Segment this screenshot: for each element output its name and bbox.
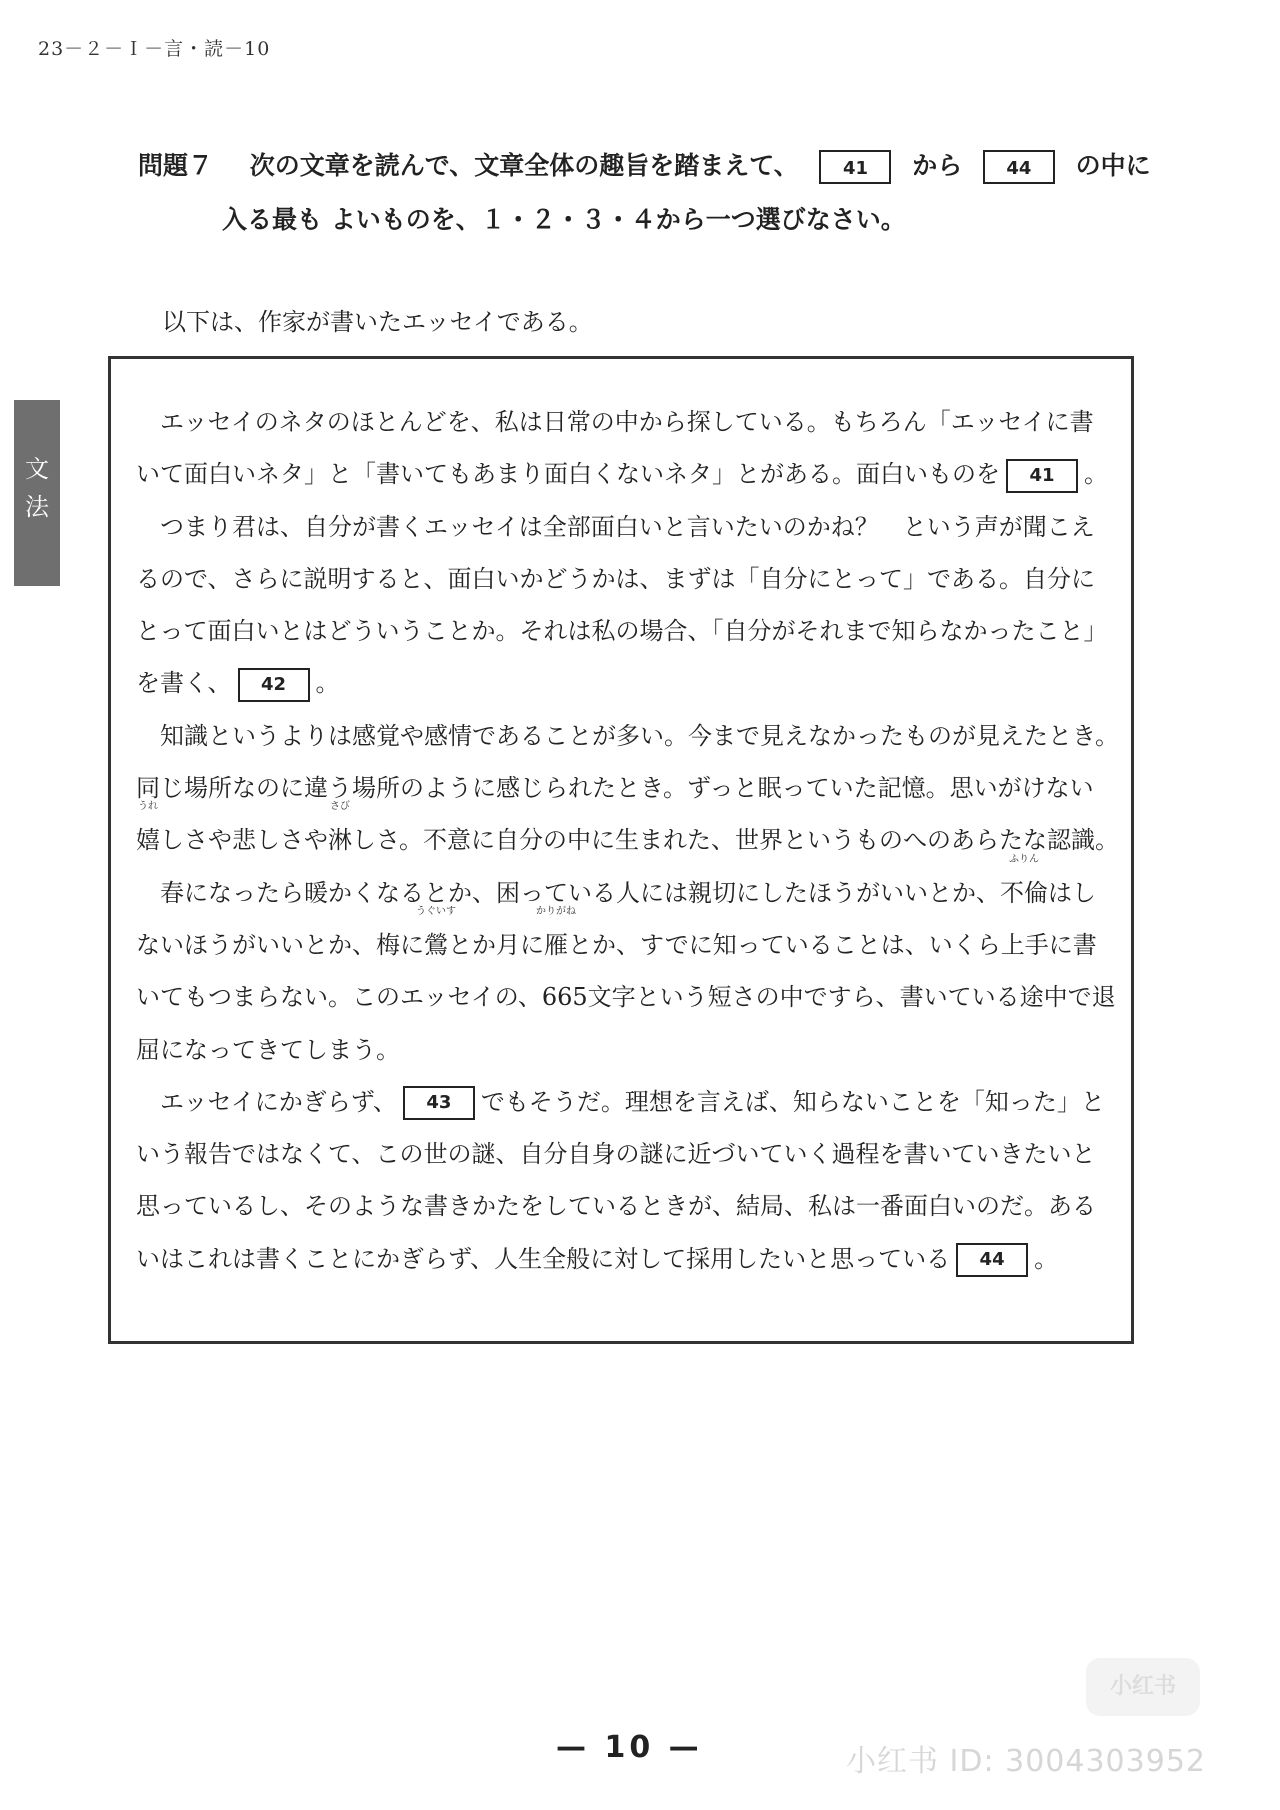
question-label: 問題７	[138, 151, 214, 180]
ruby-word	[416, 905, 456, 971]
blank-44[interactable]: 44	[956, 1243, 1028, 1277]
essay-text: でもそうだ。理想を言えば、知らないことを「知った」と	[480, 1087, 1105, 1116]
essay-text: 春になったら暖かくなるとか、困っている人には親切にしたほうがいいとか、	[160, 878, 1000, 907]
essay-line: とって面白いとはどういうことか。それは私の場合、「自分がそれまで知らなかったこと」	[136, 617, 1108, 646]
ruby-reading: ふりん	[1009, 853, 1039, 865]
essay-line: 同じ場所なのに違う場所のように感じられたとき。ずっと眠っていた記憶。思いがけない	[136, 774, 1094, 803]
essay-line: 思っているし、そのような書きかたをしているときが、結局、私は一番面白いのだ。ある	[136, 1192, 1096, 1221]
essay-text: 。	[1034, 1244, 1059, 1273]
blank-43[interactable]: 43	[403, 1086, 475, 1120]
instruction-text-b: の中に	[1075, 151, 1151, 180]
essay-line	[136, 853, 1116, 919]
ruby-base: 雁	[544, 930, 568, 959]
ruby-reading: さび	[330, 801, 350, 813]
question-instruction-line1	[138, 146, 1151, 184]
ruby-base: 鶯	[424, 930, 448, 959]
ruby-reading: うぐいす	[416, 905, 456, 917]
essay-text: しさや悲しさや	[160, 826, 328, 855]
ruby-base: 淋	[328, 826, 352, 855]
essay-line	[136, 801, 1120, 866]
essay-line: いう報告ではなくて、この世の謎、自分自身の謎に近づいていく過程を書いていきたいと	[136, 1140, 1096, 1169]
essay-line: 知識というよりは感覚や感情であることが多い。今まで見えなかったものが見えたとき。	[160, 721, 1120, 750]
ruby-reading: かりがね	[536, 905, 576, 917]
page-number: — 10 —	[556, 1730, 703, 1765]
essay-text: はし	[1048, 878, 1096, 907]
watermark-id: 小红书 ID: 3004303952	[846, 1744, 1206, 1779]
passage-intro: 以下は、作家が書いたエッセイである。	[162, 308, 593, 336]
essay-text: しさ。不意に自分の中に生まれた、世界というものへのあらたな認識。	[352, 826, 1120, 855]
essay-line	[136, 1076, 1116, 1128]
essay-line	[136, 657, 1116, 709]
essay-line	[136, 448, 1116, 500]
essay-text: ないほうがいいとか、梅に	[136, 930, 424, 959]
section-tab-char2: 法	[25, 493, 49, 521]
blank-42[interactable]: 42	[238, 668, 310, 702]
ruby-word	[328, 801, 352, 866]
essay-text: エッセイにかぎらず、	[160, 1087, 397, 1116]
essay-text: とか、すでに知っていることは、いくら上手に書	[568, 930, 1097, 959]
range-end-box: 44	[983, 150, 1055, 184]
question-instruction-line2: 入る最も よいものを、１・２・３・４から一つ選びなさい。	[222, 205, 906, 234]
essay-text: 。	[315, 669, 340, 698]
essay-line	[136, 1233, 1116, 1285]
essay-text: いはこれは書くことにかぎらず、人生全般に対して採用したいと思っている	[136, 1244, 951, 1273]
essay-text: 。	[1084, 460, 1108, 489]
instruction-mid: から	[912, 151, 963, 180]
essay-text: とか月に	[448, 930, 544, 959]
essay-text: を書く、	[136, 669, 232, 698]
essay-line	[136, 905, 1116, 971]
ruby-base: 不倫	[1000, 878, 1048, 907]
essay-line: るので、さらに説明すると、面白いかどうかは、まずは「自分にとって」である。自分に	[136, 564, 1096, 593]
section-tab-grammar	[14, 400, 60, 586]
ruby-word	[136, 801, 160, 866]
watermark-logo: 小红书	[1086, 1658, 1200, 1716]
essay-text: いて面白いネタ」と「書いてもあまり面白くないネタ」とがある。面白いものを	[136, 460, 1000, 489]
essay-line: つまり君は、自分が書くエッセイは全部面白いと言いたいのかね？ という声が聞こえ	[160, 512, 1095, 541]
essay-line: いてもつまらない。このエッセイの、665文字という短さの中ですら、書いている途中で退	[136, 983, 1116, 1012]
essay-line: 屈になってきてしまう。	[136, 1035, 400, 1064]
instruction-text-a: 次の文章を読んで、文章全体の趣旨を踏まえて、	[249, 151, 799, 180]
ruby-base: 嬉	[136, 826, 160, 855]
range-start-box: 41	[819, 150, 891, 184]
essay-line: エッセイのネタのほとんどを、私は日常の中から探している。もちろん「エッセイに書	[160, 408, 1094, 436]
blank-41[interactable]: 41	[1006, 459, 1078, 493]
ruby-reading: うれ	[138, 801, 158, 813]
exam-code: 23－２－Ｉ－言・読－10	[38, 38, 271, 60]
ruby-word	[536, 905, 576, 971]
essay-passage	[136, 396, 1120, 1285]
section-tab-char1: 文	[25, 455, 49, 483]
ruby-word	[1000, 853, 1048, 919]
